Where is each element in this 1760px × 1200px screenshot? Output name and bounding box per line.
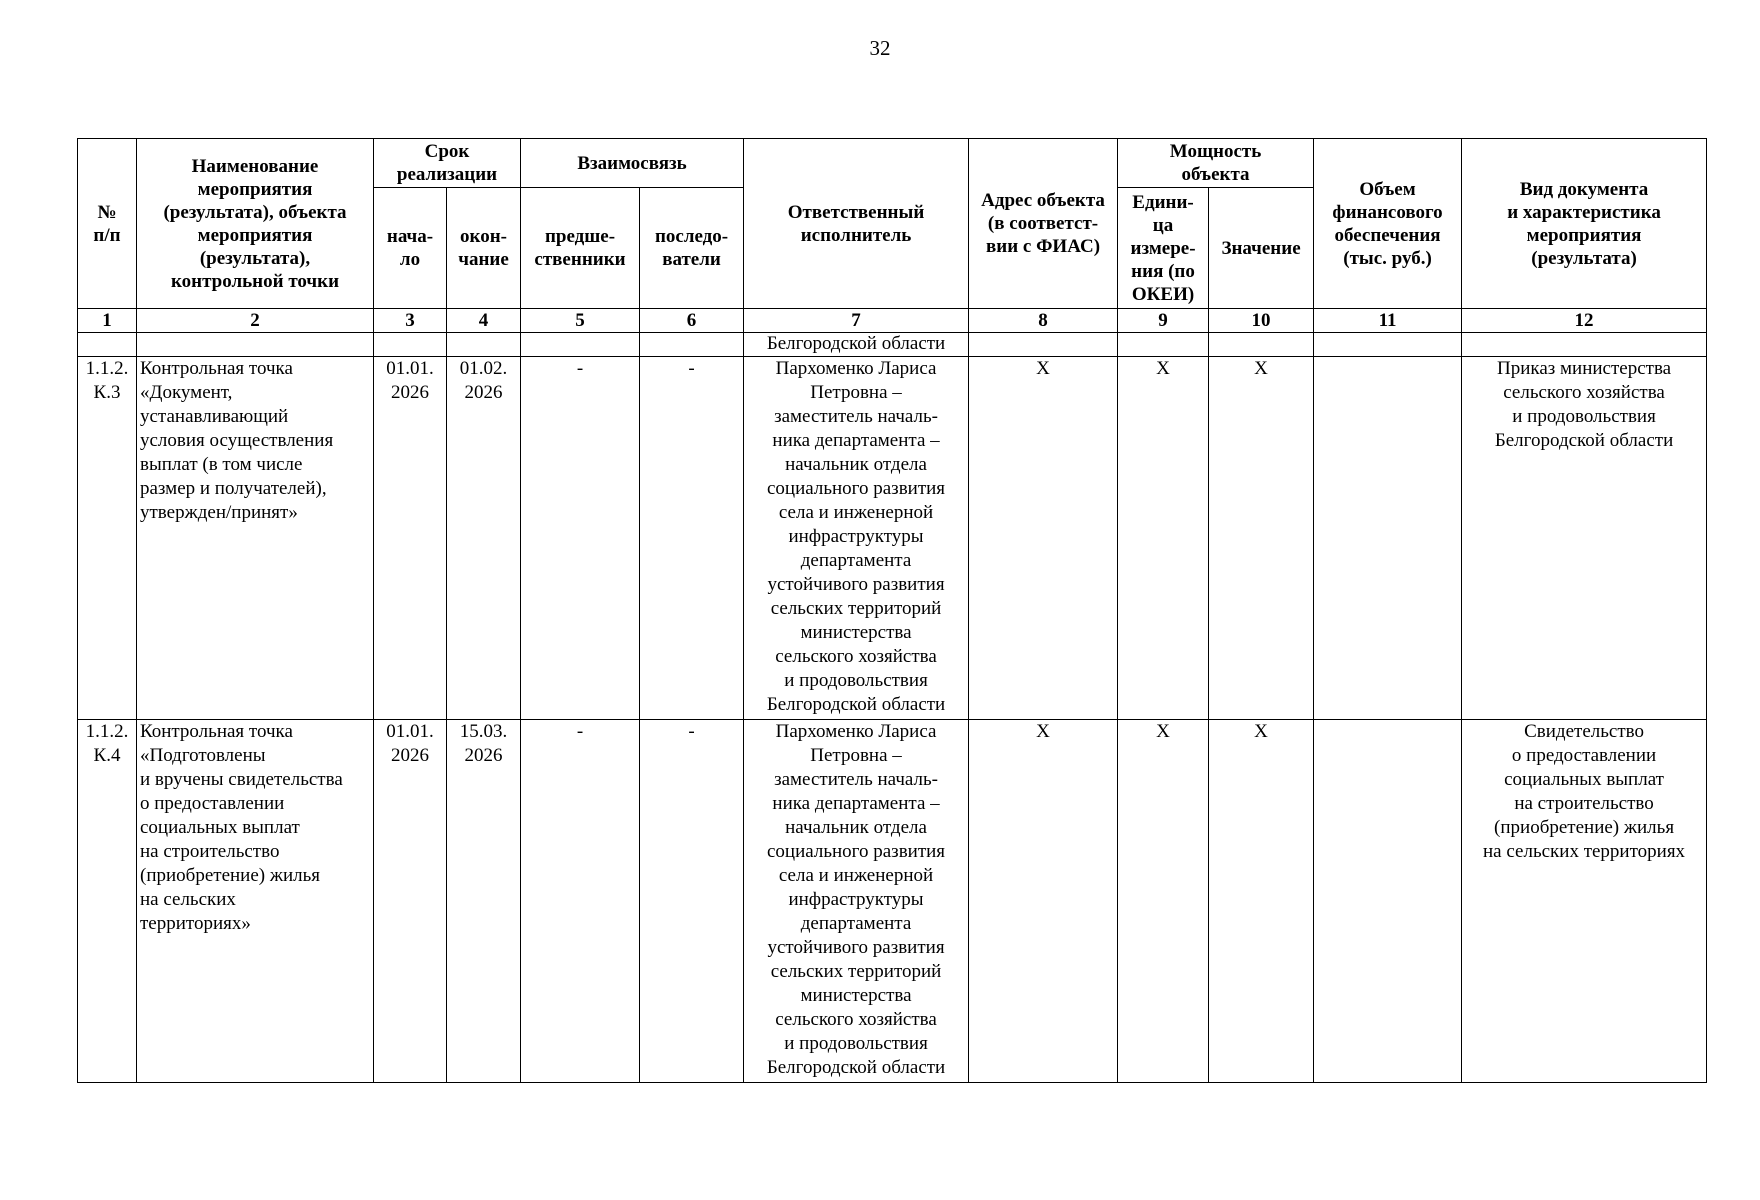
col-num: 6 bbox=[640, 309, 744, 333]
row-address: Х bbox=[969, 357, 1118, 720]
table-row bbox=[78, 720, 1707, 1083]
header-name: Наименование мероприятия (результата), объекта мероприятия (результата), контрольной точки bbox=[137, 139, 374, 309]
row-name: Контрольная точка «Подготовлены и вручены свидетельства о предоставлении социальных выплат на строительство (приобретение) жилья на сельских территориях» bbox=[137, 720, 374, 1083]
col-num: 8 bbox=[969, 309, 1118, 333]
row-start: 01.01. 2026 bbox=[374, 357, 447, 720]
header-responsible: Ответственный исполнитель bbox=[744, 139, 969, 309]
row-doc: Приказ министерства сельского хозяйства и продовольствия Белгородской области bbox=[1462, 357, 1707, 720]
col-num: 12 bbox=[1462, 309, 1707, 333]
row-end: 15.03. 2026 bbox=[447, 720, 521, 1083]
row-unit: Х bbox=[1118, 720, 1209, 1083]
header-doc: Вид документа и характеристика мероприятия (результата) bbox=[1462, 139, 1707, 309]
col-num: 9 bbox=[1118, 309, 1209, 333]
row-finance bbox=[1314, 357, 1462, 720]
row-doc: Свидетельство о предоставлении социальных выплат на строительство (приобретение) жилья на сельских территориях bbox=[1462, 720, 1707, 1083]
row-num: 1.1.2. К.3 bbox=[78, 357, 137, 720]
row-value: Х bbox=[1209, 357, 1314, 720]
header-period-start: нача- ло bbox=[374, 188, 447, 309]
col-num: 7 bbox=[744, 309, 969, 333]
row-pred: - bbox=[521, 357, 640, 720]
row-end: 01.02. 2026 bbox=[447, 357, 521, 720]
row-address: Х bbox=[969, 720, 1118, 1083]
header-address: Адрес объекта (в соответст- вии с ФИАС) bbox=[969, 139, 1118, 309]
row-pred: - bbox=[521, 720, 640, 1083]
col-num: 3 bbox=[374, 309, 447, 333]
col-num: 1 bbox=[78, 309, 137, 333]
table-row bbox=[78, 357, 1707, 720]
header-capacity-unit: Едини- ца измере- ния (по ОКЕИ) bbox=[1118, 188, 1209, 309]
header-capacity: Мощность объекта bbox=[1118, 139, 1314, 188]
col-num: 2 bbox=[137, 309, 374, 333]
row-name: Контрольная точка «Документ, устанавливающий условия осуществления выплат (в том числе размер и получателей), утвержден/принят» bbox=[137, 357, 374, 720]
page-number: 32 bbox=[869, 36, 891, 60]
row-succ: - bbox=[640, 357, 744, 720]
header-period: Срок реализации bbox=[374, 139, 521, 188]
row-finance bbox=[1314, 720, 1462, 1083]
row-unit: Х bbox=[1118, 357, 1209, 720]
row-responsible: Пархоменко Лариса Петровна – заместитель началь- ника департамента – начальник отдела социального развития села и инженерной инфраструктуры департамента устойчивого развития сельских территорий министерства сельского хозяйства и продовольствия Белгородской области bbox=[744, 720, 969, 1083]
header-period-end: окон- чание bbox=[447, 188, 521, 309]
header-link: Взаимосвязь bbox=[521, 139, 744, 188]
header-link-succ: последо- ватели bbox=[640, 188, 744, 309]
row-start: 01.01. 2026 bbox=[374, 720, 447, 1083]
continuation-text: Белгородской области bbox=[744, 333, 969, 357]
continuation-row bbox=[78, 333, 1707, 357]
row-value: Х bbox=[1209, 720, 1314, 1083]
column-number-row bbox=[78, 309, 1707, 333]
col-num: 10 bbox=[1209, 309, 1314, 333]
activity-plan-table bbox=[77, 138, 1707, 1083]
col-num: 11 bbox=[1314, 309, 1462, 333]
header-capacity-value: Значение bbox=[1209, 188, 1314, 309]
row-num: 1.1.2. К.4 bbox=[78, 720, 137, 1083]
row-responsible: Пархоменко Лариса Петровна – заместитель началь- ника департамента – начальник отдела социального развития села и инженерной инфраструктуры департамента устойчивого развития сельских территорий министерства сельского хозяйства и продовольствия Белгородской области bbox=[744, 357, 969, 720]
header-num: № п/п bbox=[78, 139, 137, 309]
header-finance: Объем финансового обеспечения (тыс. руб.) bbox=[1314, 139, 1462, 309]
col-num: 4 bbox=[447, 309, 521, 333]
row-succ: - bbox=[640, 720, 744, 1083]
col-num: 5 bbox=[521, 309, 640, 333]
header-link-pred: предше- ственники bbox=[521, 188, 640, 309]
